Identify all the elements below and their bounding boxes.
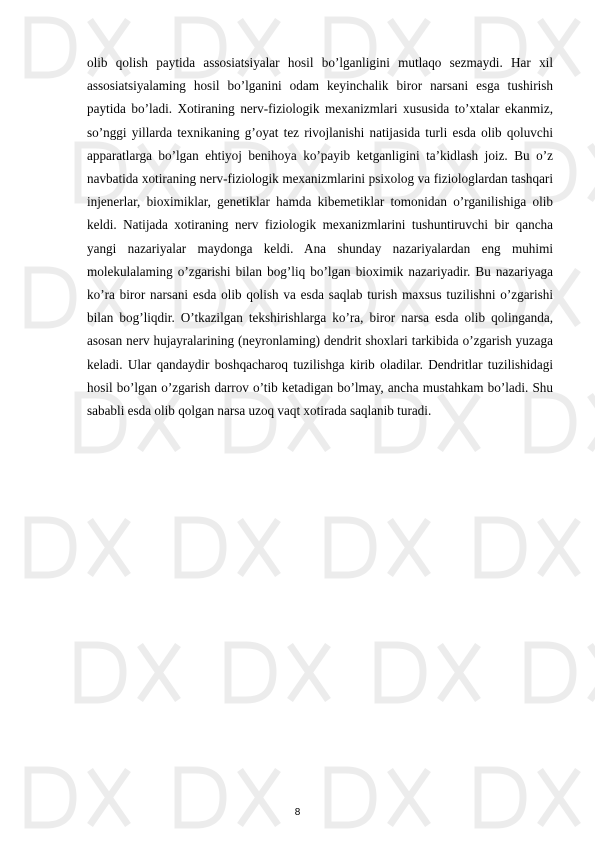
watermark-mark bbox=[28, 270, 73, 325]
watermark-mark bbox=[90, 520, 128, 575]
watermark-mark bbox=[78, 645, 123, 700]
body-paragraph: olib qolish paytida assosiatsiyalar hosil bo’lganligini mutlaqo sezmaydi. Har xil assosiatsiyalaming hosil bo’lganini odam keyinchalik biror narsani esga tushirish paytida bo’ladi. Xotiraning nerv-fiziologik mexanizmlari xususida to’xtalar ekanmiz, so’nggi yillarda texnikaning g’oyat tez rivojlanishi natijasida turli esda olib qoluvchi apparatlarga bo’lgan ehtiyoj benihoya ko’payib ketganligini ta’kidlash joiz. Bu o’z navbatida xotiraning nerv-fiziologik mexanizmlarini psixolog va fiziologlardan tashqari injenerlar, bioximiklar, genetiklar hamda kibemetiklar tomonidan o’rganilishiga olib keldi. Natijada xotiraning nerv fiziologik mexanizmlarini tushuntiruvchi bir qancha yangi nazariyalar maydonga keldi. Ana shunday nazariyalardan eng muhimi molekulalaming o’zgarishi bilan bog’liq bo’lgan bioximik nazariyadir. Bu nazariyaga ko’ra biror narsani esda olib qolish va esda saqlab turish maxsus tuzilishni o’zgarishi bilan bog’liqdir. O’tkazilgan tekshirishlarga ko’ra, biror narsa esda olib qolinganda, asosan nerv hujayralarining (neyronlaming) dendrit shoxlari tarkibida o’zgarish yuzaga keladi. Ular qandaydir boshqacharoq tuzilishga kirib oladilar. Dendritlar tuzilishidagi hosil bo’lgan o’zgarish darrov o’tib ketadigan bo’lmay, ancha mustahkam bo’ladi. Shu sababli esda olib qolgan narsa uzoq vaqt xotirada saqlanib turadi. bbox=[87, 55, 553, 419]
watermark-mark bbox=[590, 145, 595, 200]
watermark-mark bbox=[328, 520, 373, 575]
page-body bbox=[87, 51, 553, 422]
watermark-mark bbox=[28, 520, 73, 575]
page-number: 8 bbox=[294, 807, 301, 818]
watermark-mark bbox=[228, 645, 273, 700]
watermark-mark bbox=[528, 645, 573, 700]
watermark-mark bbox=[590, 645, 595, 700]
watermark-mark bbox=[240, 520, 278, 575]
watermark-mark bbox=[590, 395, 595, 450]
watermark-mark bbox=[178, 520, 223, 575]
watermark-mark bbox=[28, 20, 73, 75]
watermark-mark bbox=[290, 645, 328, 700]
watermark-mark bbox=[390, 520, 428, 575]
watermark-mark bbox=[440, 645, 478, 700]
watermark-mark bbox=[378, 645, 423, 700]
watermark-mark bbox=[478, 520, 523, 575]
watermark-mark bbox=[540, 520, 578, 575]
watermark-mark bbox=[140, 645, 178, 700]
